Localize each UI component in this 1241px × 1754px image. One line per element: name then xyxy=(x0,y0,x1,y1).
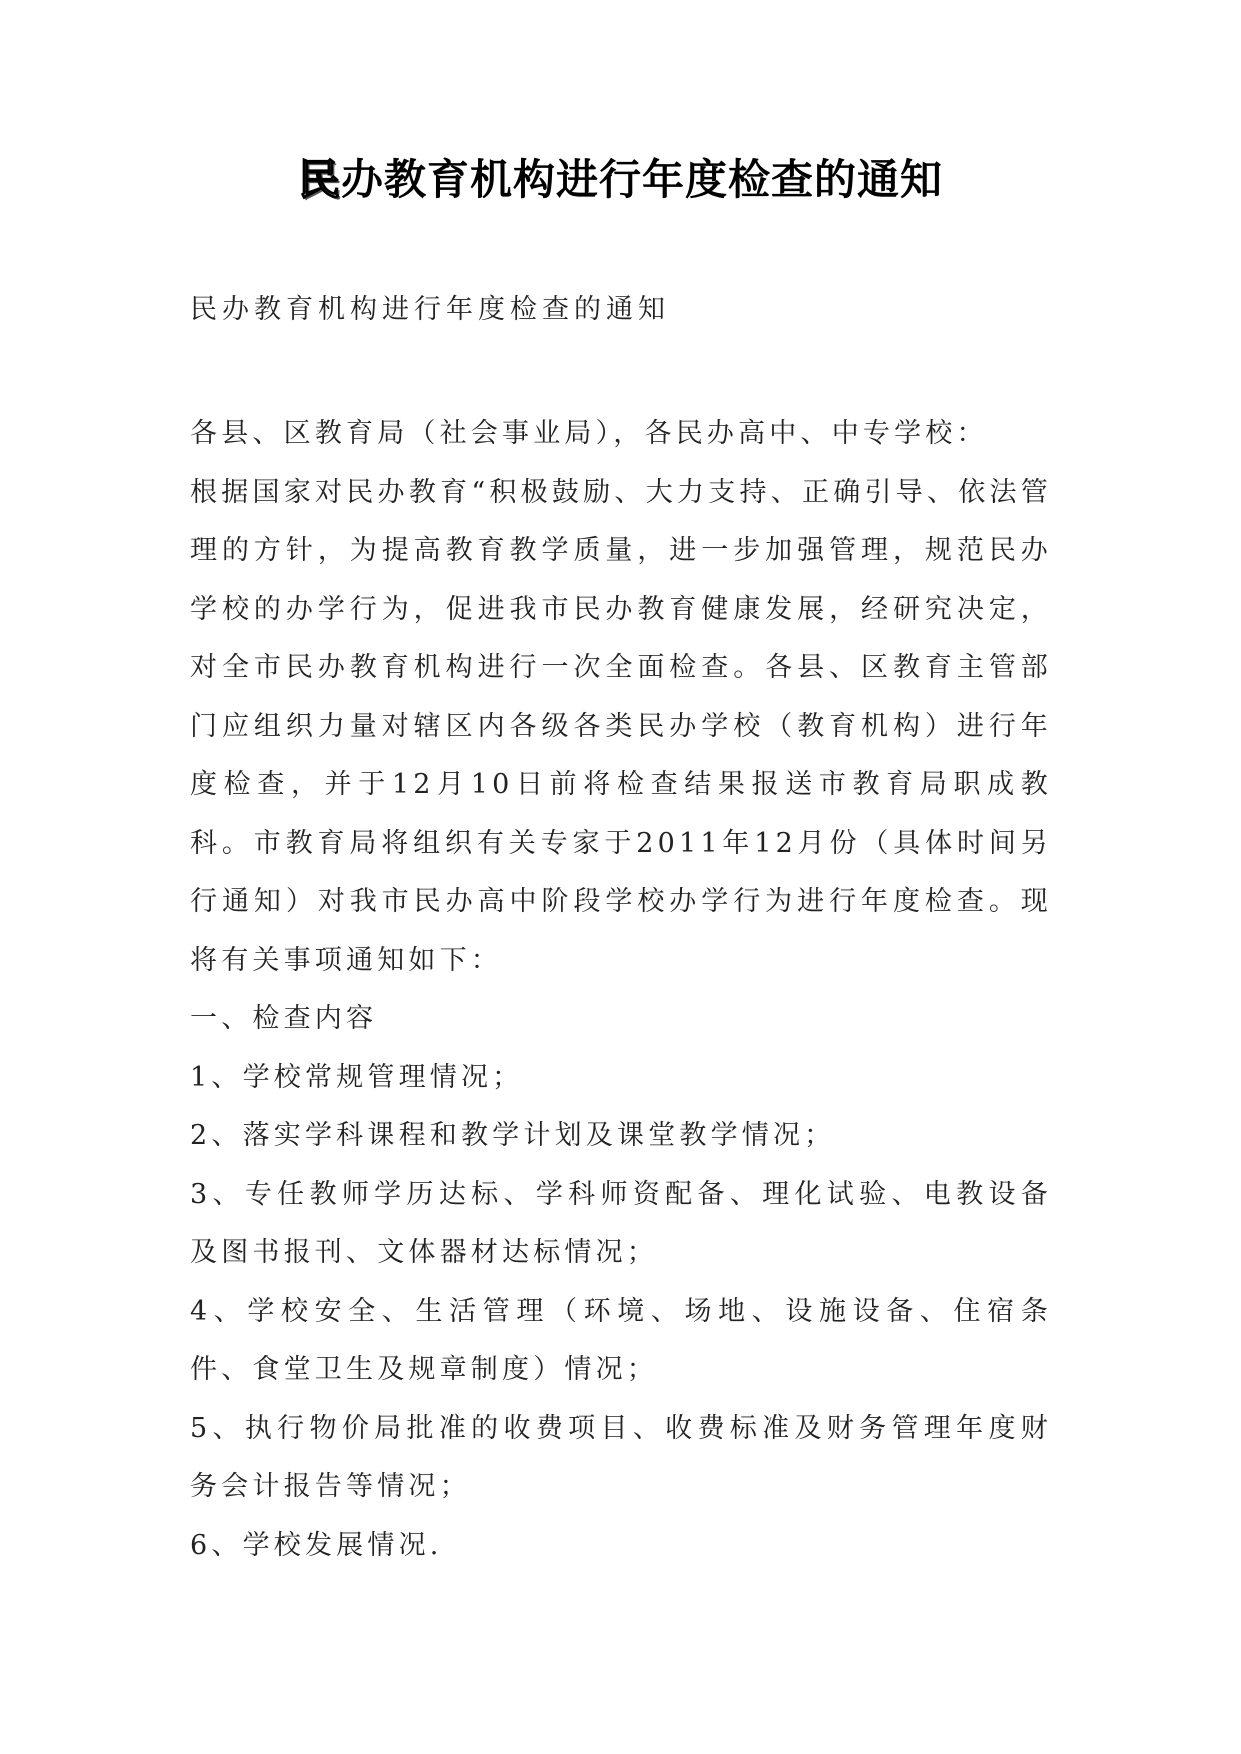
list-item: 1、学校常规管理情况； xyxy=(190,1061,524,1093)
document-subtitle: 民办教育机构进行年度检查的通知 xyxy=(190,294,670,325)
list-item: 2、落实学科课程和教学计划及课堂教学情况； xyxy=(190,1120,836,1151)
list-item: 6、学校发展情况. xyxy=(190,1529,443,1561)
document-body xyxy=(190,405,1052,1575)
salutation: 各县、区教育局（社会事业局），各民办高中、中专学校： xyxy=(190,418,988,449)
intro-paragraph: 根据国家对民办教育“积极鼓励、大力支持、正确引导、依法管理的方针，为提高教育教学质量，进一步加强管理，规范民办学校的办学行为，促进我市民办教育健康发展，经研究决定，对全市民办教育机构进行一次全面检查。各县、区教育主管部门应组织力量对辖区内各级各类民办学校（教育机构）进行年度检查，并于12月10日前将检查结果报送市教育局职成教科。市教育局将组织有关专家于2011年12月份（具体时间另行通知）对我市民办高中阶段学校办学行为进行年度检查。现将有关事项通知如下： xyxy=(190,476,1052,976)
list-item: 3、专任教师学历达标、学科师资配备、理化试验、电教设备及图书报刊、文体器材达标情况； xyxy=(190,1178,1052,1268)
section-heading: 一、检查内容 xyxy=(190,1003,378,1034)
list-item: 5、执行物价局批准的收费项目、收费标准及财务管理年度财务会计报告等情况； xyxy=(190,1412,1052,1502)
title-first-char: 民 xyxy=(297,155,341,204)
list-item: 4、学校安全、生活管理（环境、场地、设施设备、住宿条件、食堂卫生及规章制度）情况； xyxy=(190,1295,1052,1385)
title-text: 办教育机构进行年度检查的通知 xyxy=(341,155,944,204)
document-title xyxy=(0,152,1241,208)
